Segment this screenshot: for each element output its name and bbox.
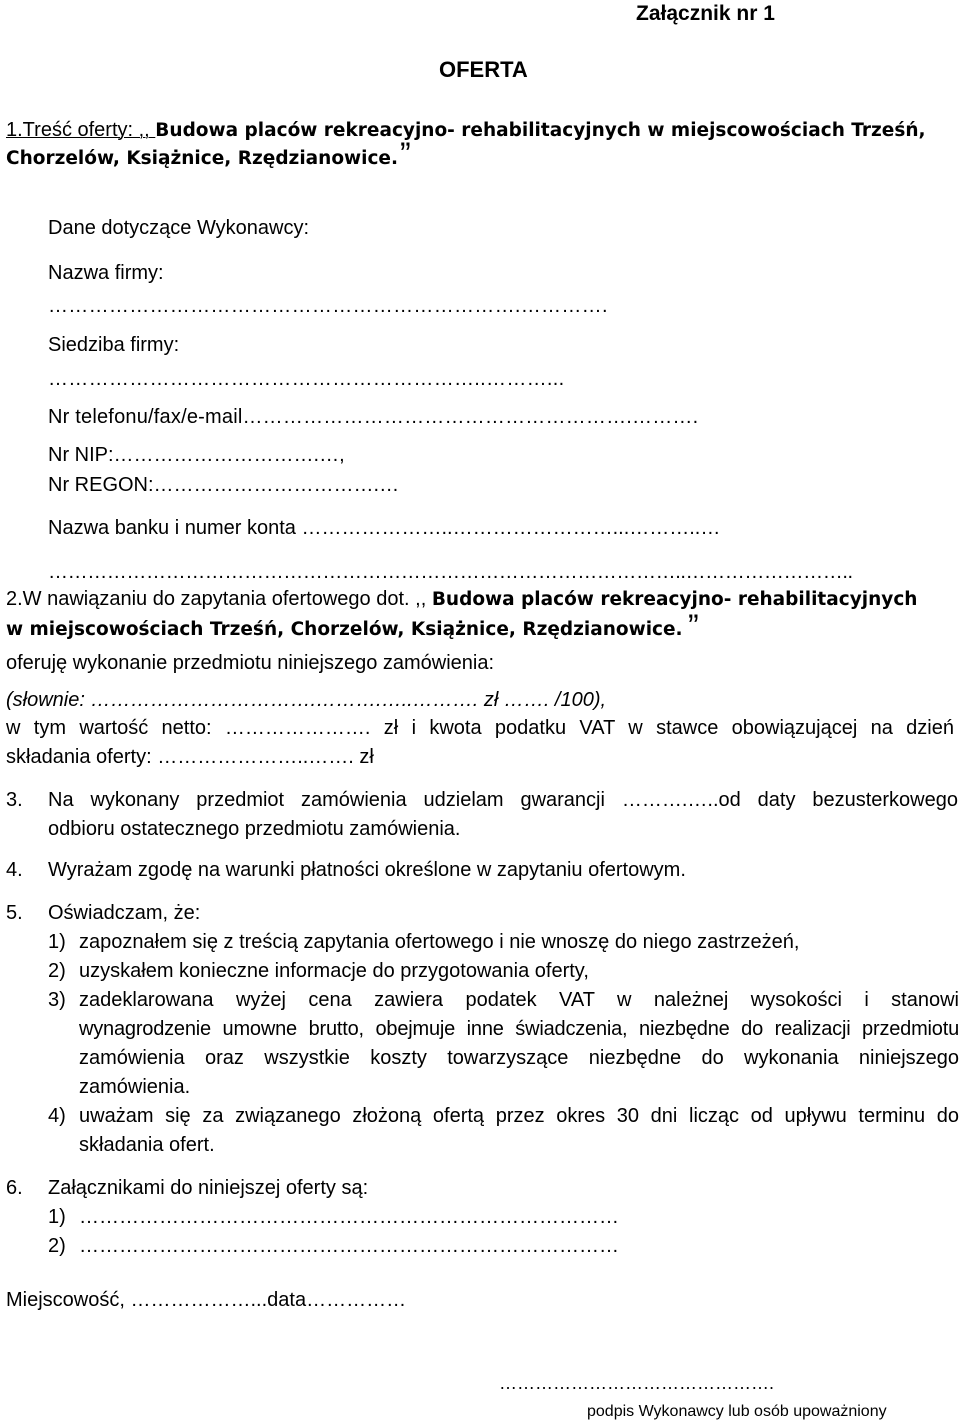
offer-subject-title-b: Chorzelów, Książnice, Rzędzianowice. (6, 148, 399, 169)
close-quote-mark-2: ” (688, 608, 699, 644)
offer-content-line-2 (6, 147, 398, 170)
signature-field[interactable]: ………………………………………. (499, 1373, 775, 1393)
company-name-field[interactable]: …………………………………………………………….…………. (48, 295, 608, 317)
close-quote-mark: ” (400, 136, 411, 172)
attachment-1-number: 1) (48, 1206, 66, 1228)
offer-subject-title-a: Budowa placów rekreacyjno- rehabilitacyjnych w miejscowościach Trześń, (155, 120, 926, 141)
signature-label: podpis Wykonawcy lub osób upoważniony (587, 1403, 887, 1420)
section-2-line-1 (6, 588, 917, 611)
declaration-item-2-text: uzyskałem konieczne informacje do przygotowania oferty, (79, 960, 589, 982)
section-3-number: 3. (6, 789, 23, 811)
section-2-line-2 (6, 618, 683, 641)
declaration-intro: Oświadczam, że: (48, 902, 201, 924)
net-value-line[interactable]: w tym wartość netto: …………………. zł i kwota podatku VAT w stawce obowiązującej na dzień (6, 717, 954, 739)
warranty-line-2: odbioru ostatecznego przedmiotu zamówienia. (48, 818, 461, 840)
bank-account-continuation-field[interactable]: ……………………………………………………………………………………..…………………….. (48, 561, 853, 583)
attachment-2-number: 2) (48, 1235, 66, 1257)
annex-label: Załącznik nr 1 (636, 2, 775, 25)
warranty-field[interactable]: Na wykonany przedmiot zamówienia udzielam gwarancji ……….…..od daty bezusterkowego (48, 789, 958, 811)
declaration-item-3-line-2: wynagrodzenie umowne brutto, obejmuje inne świadczenia, niezbędne do realizacji przedmiotu (79, 1018, 959, 1040)
regon-field[interactable]: Nr REGON:…………………………….… (48, 474, 400, 496)
section-5-number: 5. (6, 902, 23, 924)
declaration-item-3-line-3: zamówienia oraz wszystkie koszty towarzyszące niezbędne do wykonania niniejszego (79, 1047, 959, 1069)
declaration-item-1-number: 1) (48, 931, 66, 953)
declaration-item-4-number: 4) (48, 1105, 66, 1127)
attachment-1-field[interactable]: ……………………………………………………………………… (79, 1206, 619, 1228)
company-seat-field[interactable]: ………………………………………………………..………... (48, 368, 565, 390)
phone-fax-email-field[interactable]: Nr telefonu/fax/e-mail………………………………………………….………. (48, 406, 699, 428)
nip-field[interactable]: Nr NIP:………………………….…, (48, 444, 345, 466)
section-2-subject-b: w miejscowościach Trześń, Chorzelów, Książnice, Rzędzianowice. (6, 619, 683, 640)
declaration-item-4-line-1: uważam się za związanego złożoną ofertą przez okres 30 dni licząc od upływu terminu do (79, 1105, 959, 1127)
section-2-intro: 2.W nawiązaniu do zapytania ofertowego dot. ,, (6, 588, 432, 610)
declaration-item-3-line-1: zadeklarowana wyżej cena zawiera podatek VAT w należnej wysokości i stanowi (79, 989, 959, 1011)
offer-statement: oferuję wykonanie przedmiotu niniejszego zamówienia: (6, 652, 495, 674)
declaration-item-4-line-2: składania ofert. (79, 1134, 215, 1156)
document-title: OFERTA (439, 57, 528, 82)
declaration-item-1-text: zapoznałem się z treścią zapytania ofertowego i nie wnoszę do niego zastrzeżeń, (79, 931, 800, 953)
submission-amount-field[interactable]: składania oferty: …………………..……. zł (6, 746, 374, 768)
payment-consent-text: Wyrażam zgodę na warunki płatności określone w zapytaniu ofertowym. (48, 859, 686, 881)
attachments-intro: Załącznikami do niniejszej oferty są: (48, 1177, 369, 1199)
company-name-label: Nazwa firmy: (48, 262, 164, 284)
section-6-number: 6. (6, 1177, 23, 1199)
attachment-2-field[interactable]: ……………………………………………………………………… (79, 1235, 619, 1257)
bank-account-field[interactable]: Nazwa banku i numer konta …………………..……………………...………..… (48, 517, 721, 539)
contractor-heading: Dane dotyczące Wykonawcy: (48, 217, 310, 239)
section-2-subject-a: Budowa placów rekreacyjno- rehabilitacyjnych (431, 589, 918, 610)
place-date-field[interactable]: Miejscowość, ………………...data…………… (6, 1289, 407, 1311)
amount-in-words-field[interactable]: (słownie: …………………………….……….…..………. zł ……. /100), (6, 689, 607, 711)
company-seat-label: Siedziba firmy: (48, 334, 180, 356)
section-4-number: 4. (6, 859, 23, 881)
offer-content-label: 1.Treść oferty: ,, (6, 119, 156, 141)
declaration-item-3-line-4: zamówienia. (79, 1076, 191, 1098)
declaration-item-3-number: 3) (48, 989, 66, 1011)
declaration-item-2-number: 2) (48, 960, 66, 982)
offer-content-line-1 (6, 119, 926, 142)
